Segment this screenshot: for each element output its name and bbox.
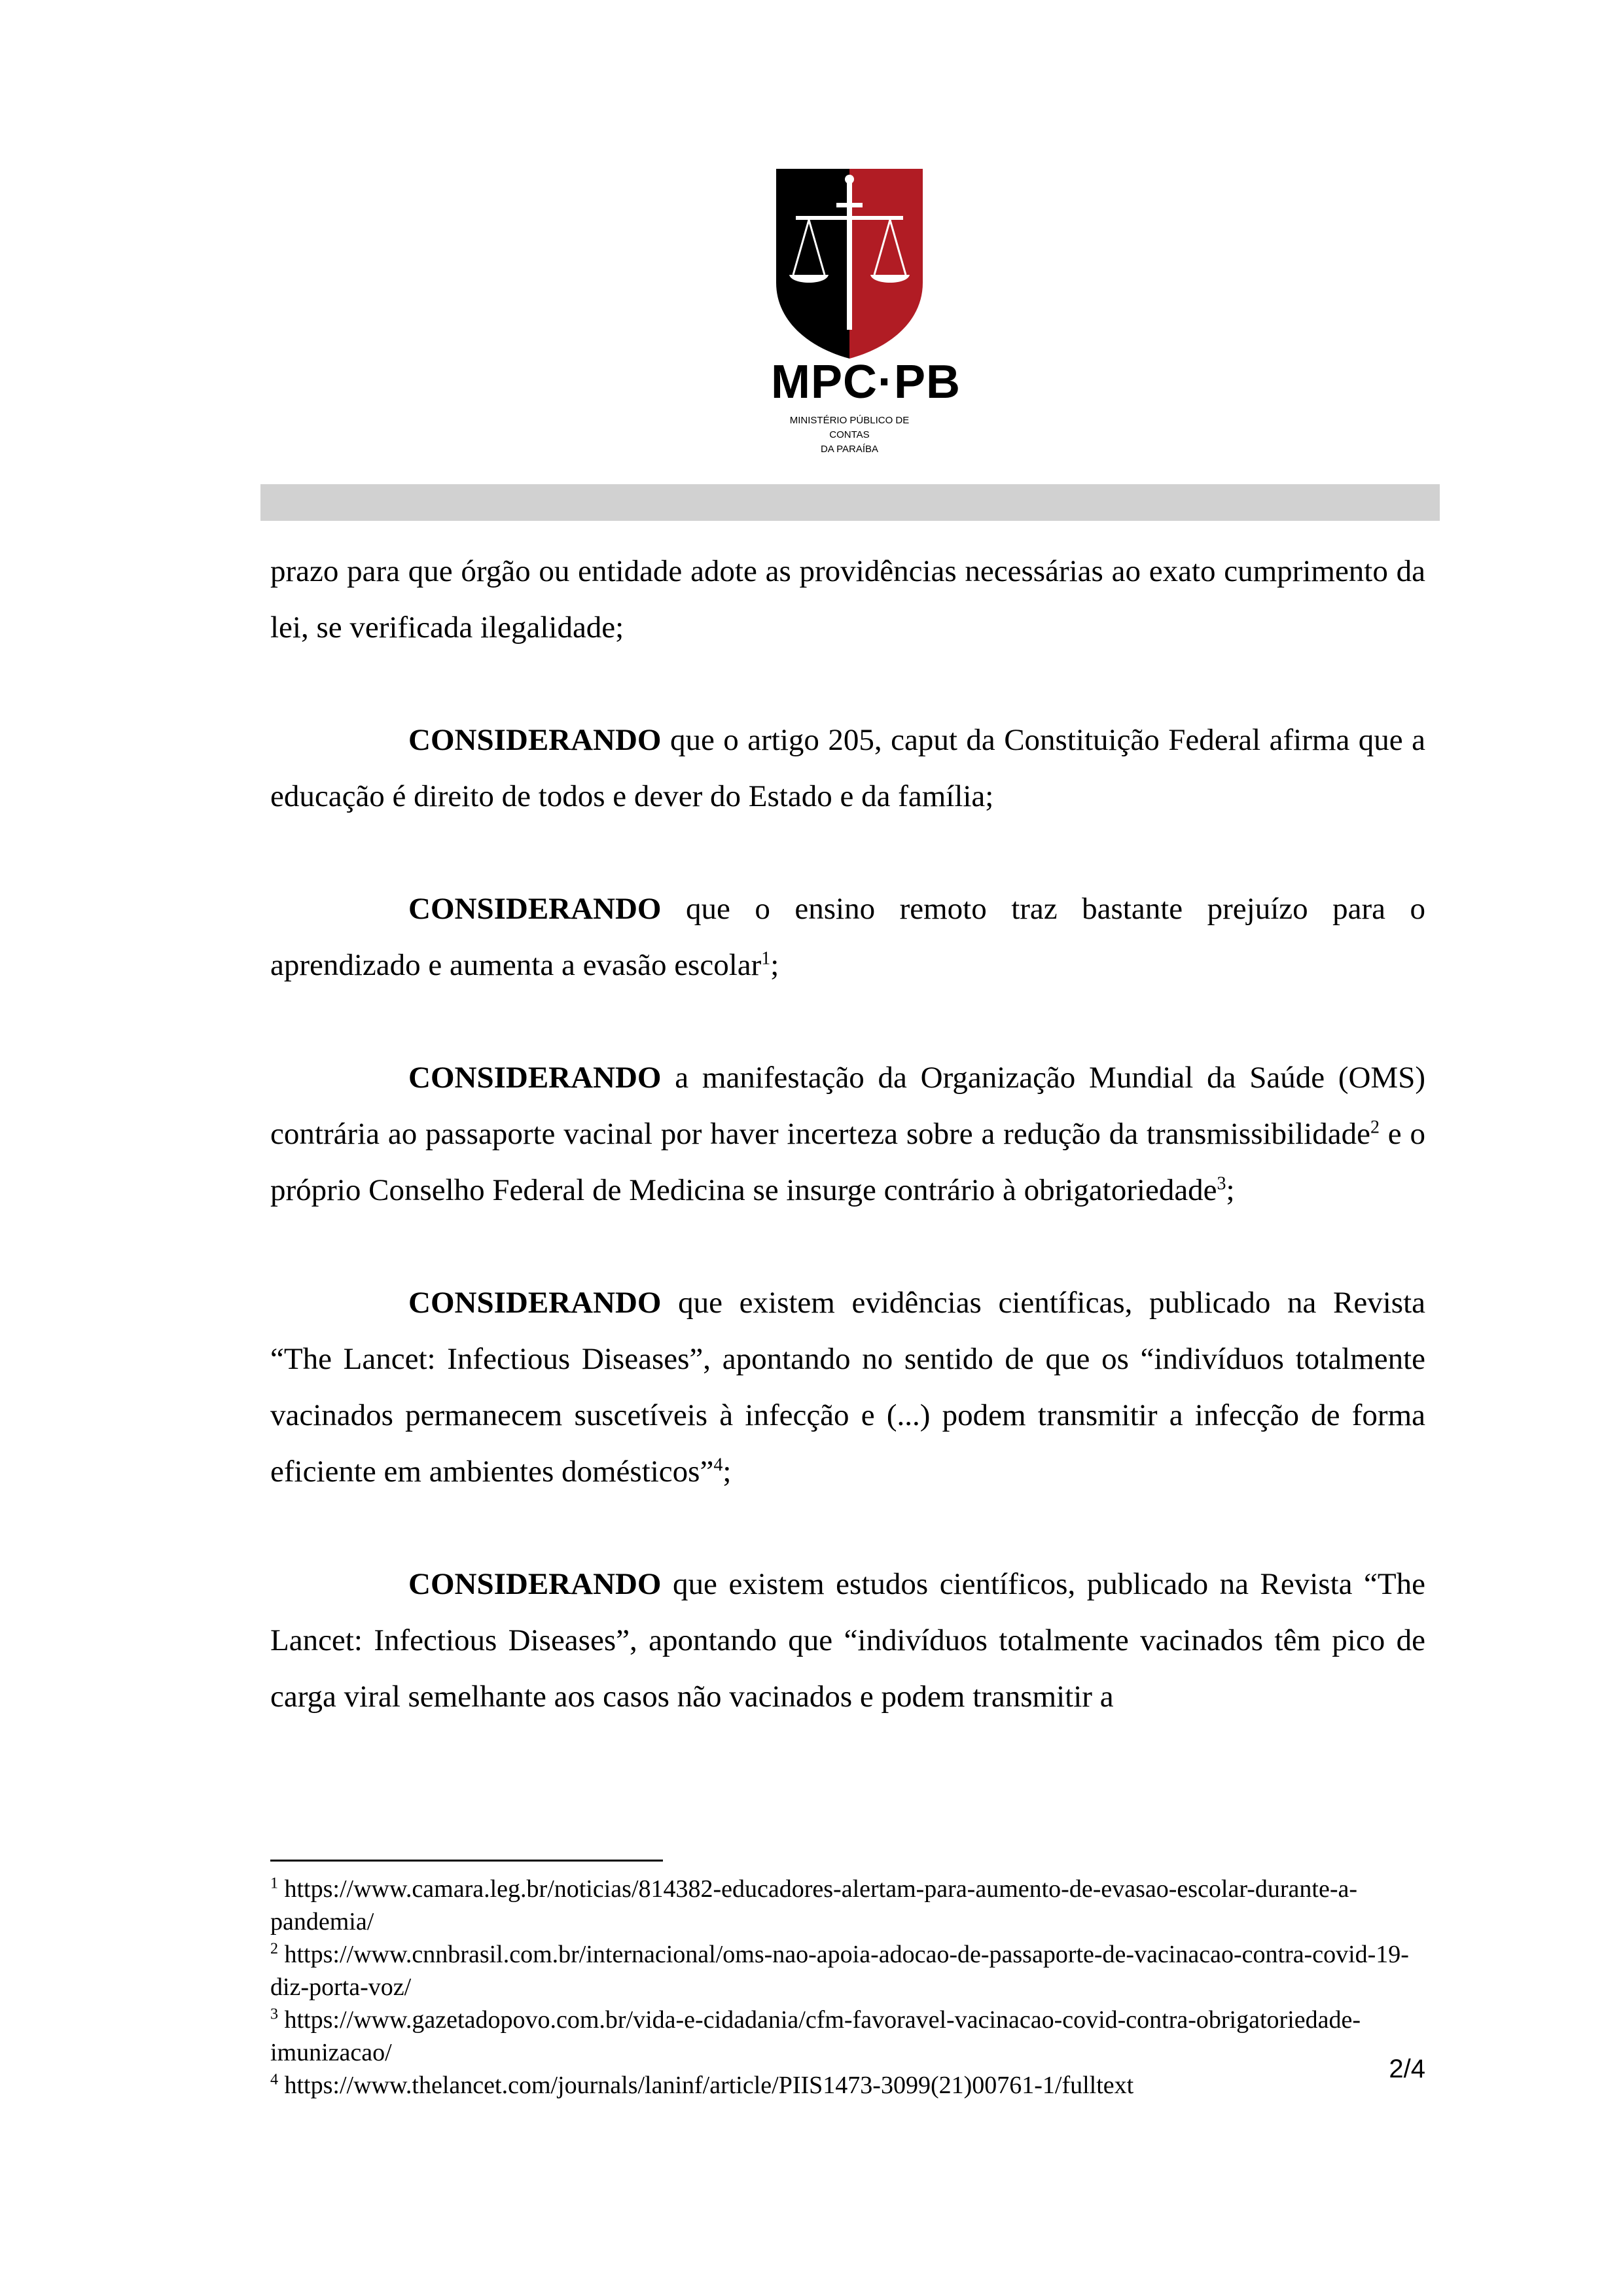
logo-subtitle-line-2: DA PARAÍBA [820, 444, 879, 455]
mpc-pb-logo [771, 165, 928, 361]
footnote-ref-3[interactable]: 3 [1217, 1173, 1226, 1194]
footnote-link[interactable]: https://www.cnnbrasil.com.br/internacional/oms-nao-apoia-adocao-de-passaporte-de-vacinacao-contra-covid-19-diz-porta-voz/ [270, 1941, 1409, 2001]
considerando-keyword: CONSIDERANDO [408, 1567, 662, 1601]
footnote-link[interactable]: https://www.thelancet.com/journals/laninf/article/PIIS1473-3099(21)00761-1/fulltext [278, 2072, 1134, 2099]
footnote-separator [270, 1860, 663, 1862]
footnotes [270, 1873, 1425, 2102]
footnote-link[interactable]: https://www.camara.leg.br/noticias/814382-educadores-alertam-para-aumento-de-evasao-escolar-durante-a-pandemia/ [270, 1875, 1358, 1935]
paragraph-4: CONSIDERANDO a manifestação da Organização Mundial da Saúde (OMS) contrária ao passaporte vacinal por haver incerteza sobre a redução da transmissibilidade$^2$ e o próprio Conselho Federal de Medicina se insurge contrário à obrigatoriedade$^3$; [270, 1061, 1425, 1207]
scales-of-justice-shield-icon [771, 165, 928, 361]
paragraph-3: CONSIDERANDO que o ensino remoto traz bastante prejuízo para o aprendizado e aumenta a evasão escolar$^1$; [270, 892, 1425, 982]
considerando-keyword: CONSIDERANDO [408, 892, 662, 926]
logo-subtitle-line-1: MINISTÉRIO PÚBLICO DE CONTAS [789, 415, 910, 440]
considerando-keyword: CONSIDERANDO [408, 1286, 662, 1320]
page-number: 2/4 [1389, 2055, 1425, 2083]
footnote-ref-1[interactable]: 1 [761, 948, 771, 969]
footnote-1: $^1$ https://www.camara.leg.br/noticias/814382-educadores-alertam-para-aumento-de-evasao-escolar-durante-a-pandemia/ [270, 1875, 1358, 1935]
footnote-4: $^4$ https://www.thelancet.com/journals/laninf/article/PIIS1473-3099(21)00761-1/fulltext [270, 2071, 1134, 2099]
header-divider-bar [260, 484, 1440, 521]
paragraph-2: CONSIDERANDO que o artigo 205, caput da Constituição Federal afirma que a educação é direito de todos e dever do Estado e da família; [270, 723, 1425, 813]
footnote-2: $^2$ https://www.cnnbrasil.com.br/internacional/oms-nao-apoia-adocao-de-passaporte-de-vacinacao-contra-covid-19-diz-porta-voz/ [270, 1940, 1409, 2001]
footnote-3: $^3$ https://www.gazetadopovo.com.br/vida-e-cidadania/cfm-favoravel-vacinacao-covid-contra-obrigatoriedade-imunizacao/ [270, 2005, 1361, 2066]
document-body [270, 543, 1425, 1781]
considerando-keyword: CONSIDERANDO [408, 1061, 662, 1095]
footnote-ref-2[interactable]: 2 [1370, 1117, 1380, 1138]
footnote-link[interactable]: https://www.gazetadopovo.com.br/vida-e-cidadania/cfm-favoravel-vacinacao-covid-contra-obrigatoriedade-imunizacao/ [270, 2006, 1361, 2066]
footnote-ref-4[interactable]: 4 [713, 1455, 723, 1475]
paragraph-5: CONSIDERANDO que existem evidências científicas, publicado na Revista “The Lancet: Infectious Diseases”, apontando no sentido de que os “indivíduos totalmente vacinados permanecem suscetíveis à infecção e (...) podem transmitir a infecção de forma eficiente em ambientes domésticos”$^4$; [270, 1286, 1425, 1489]
paragraph-6: CONSIDERANDO que existem estudos científicos, publicado na Revista “The Lancet: Infectious Diseases”, apontando que “indivíduos totalmente vacinados têm pico de carga viral semelhante aos casos não vacinados e podem transmitir a [270, 1567, 1425, 1714]
logo-wordmark: MPC·PB [771, 356, 961, 408]
paragraph-1: prazo para que órgão ou entidade adote as providências necessárias ao exato cumprimento da lei, se verificada ilegalidade; [270, 554, 1425, 645]
logo-subtitle [771, 414, 928, 457]
considerando-keyword: CONSIDERANDO [408, 723, 662, 757]
